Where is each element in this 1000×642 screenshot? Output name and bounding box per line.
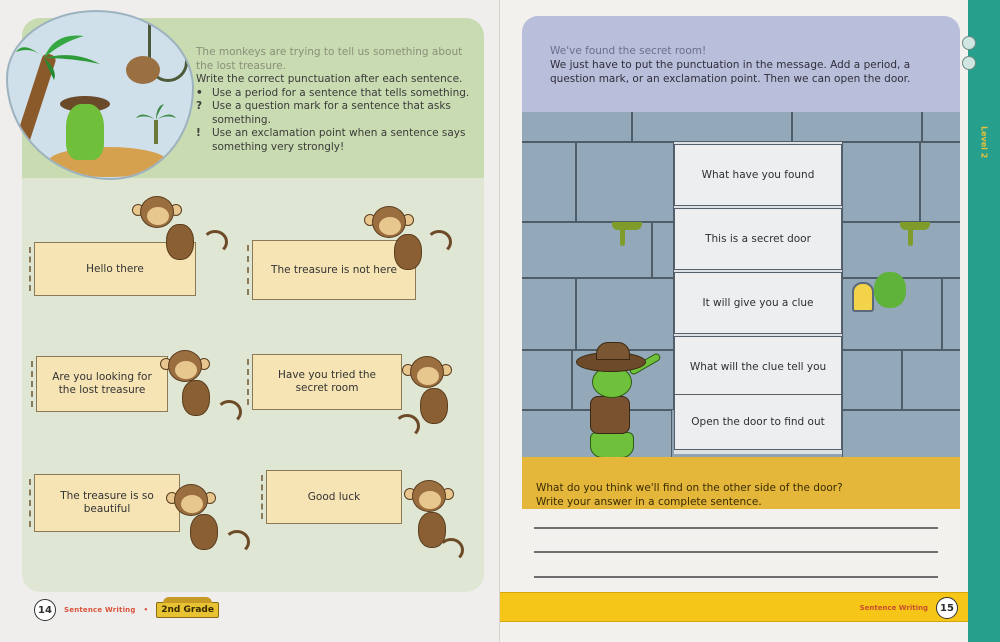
small-palm-icon xyxy=(136,104,176,144)
slime-icon xyxy=(900,222,930,230)
rule-text: Use an exclamation point when a sentence says something very strongly! xyxy=(212,127,466,153)
rule-text: Use a question mark for a sentence that asks something. xyxy=(212,100,451,126)
door-slab-1[interactable] xyxy=(674,144,842,206)
story-instruction: We just have to put the punctuation in the message. Add a period, a question mark, or an exclamation point. Then we can open the door. xyxy=(550,59,911,85)
door-slab-2[interactable] xyxy=(674,208,842,270)
intro-text xyxy=(196,46,481,154)
intro-instruction: Write the correct punctuation after each sentence. xyxy=(196,73,463,85)
hanging-monkey-icon xyxy=(126,56,160,84)
page-number: 14 xyxy=(34,599,56,621)
side-tab-label: Level 2 xyxy=(979,125,989,159)
question-line-1: What do you think we'll find on the other side of the door? xyxy=(536,482,843,494)
series-label: Sentence Writing xyxy=(64,606,136,614)
sand-island xyxy=(48,147,168,177)
answer-line-1[interactable] xyxy=(534,527,938,529)
sign-text: The treasure is not here xyxy=(271,263,397,276)
rule-question-mark xyxy=(196,100,481,127)
rule-period xyxy=(196,87,481,101)
left-footer xyxy=(34,599,219,621)
sign-4[interactable] xyxy=(252,354,402,410)
period-icon: • xyxy=(196,86,203,99)
right-page xyxy=(500,0,1000,642)
rule-exclamation-point xyxy=(196,127,481,154)
intro-lead: The monkeys are trying to tell us something about the lost treasure. xyxy=(196,46,463,72)
door-slab-4[interactable] xyxy=(674,336,842,398)
answer-line-3[interactable] xyxy=(534,576,938,578)
sign-text: The treasure is so beautiful xyxy=(60,490,154,515)
sign-6[interactable] xyxy=(266,470,402,524)
sign-text: Have you tried the secret room xyxy=(277,369,377,394)
footer-right xyxy=(860,597,958,619)
door-slab-text: What will the clue tell you xyxy=(689,361,827,373)
gremlin-icon xyxy=(874,272,906,308)
sign-5[interactable] xyxy=(34,474,180,532)
door-slab-3[interactable] xyxy=(674,272,842,334)
right-footer xyxy=(500,592,970,622)
question-text xyxy=(536,481,936,509)
level-side-tab xyxy=(968,0,1000,642)
secret-door xyxy=(674,142,842,454)
sign-text: Are you looking for the lost treasure xyxy=(52,371,152,396)
sign-3[interactable] xyxy=(36,356,168,412)
story-panel xyxy=(522,16,960,112)
palm-leaves-icon xyxy=(14,30,104,80)
door-slab-text: Open the door to find out xyxy=(691,416,825,428)
question-line-2: Write your answer in a complete sentence. xyxy=(536,496,762,508)
answer-line-2[interactable] xyxy=(534,551,938,553)
exclamation-point-icon: ! xyxy=(196,127,201,139)
separator: • xyxy=(143,606,149,614)
door-slab-text: This is a secret door xyxy=(705,233,811,245)
binder-ring-icon xyxy=(962,56,976,70)
stone-wall-illustration xyxy=(522,112,960,457)
grade-badge: 2nd Grade xyxy=(156,602,219,618)
series-label: Sentence Writing xyxy=(859,604,928,612)
slime-icon xyxy=(612,222,642,230)
door-slab-5[interactable] xyxy=(674,394,842,450)
lantern-icon xyxy=(852,282,874,312)
story-text xyxy=(550,44,930,86)
sign-2[interactable] xyxy=(252,240,416,300)
sign-text: Good luck xyxy=(307,490,361,503)
door-slab-text: What have you found xyxy=(701,169,815,181)
rule-text: Use a period for a sentence that tells something. xyxy=(212,86,470,99)
explorer-frog-icon xyxy=(582,352,652,457)
door-slab-text: It will give you a clue xyxy=(702,297,814,309)
explorer-frog-icon xyxy=(66,104,104,160)
question-mark-icon: ? xyxy=(196,100,203,112)
sign-text: Hello there xyxy=(86,262,144,275)
binder-ring-icon xyxy=(962,36,976,50)
question-band xyxy=(522,457,960,509)
story-lead: We've found the secret room! xyxy=(550,45,707,57)
page-number: 15 xyxy=(936,597,958,619)
